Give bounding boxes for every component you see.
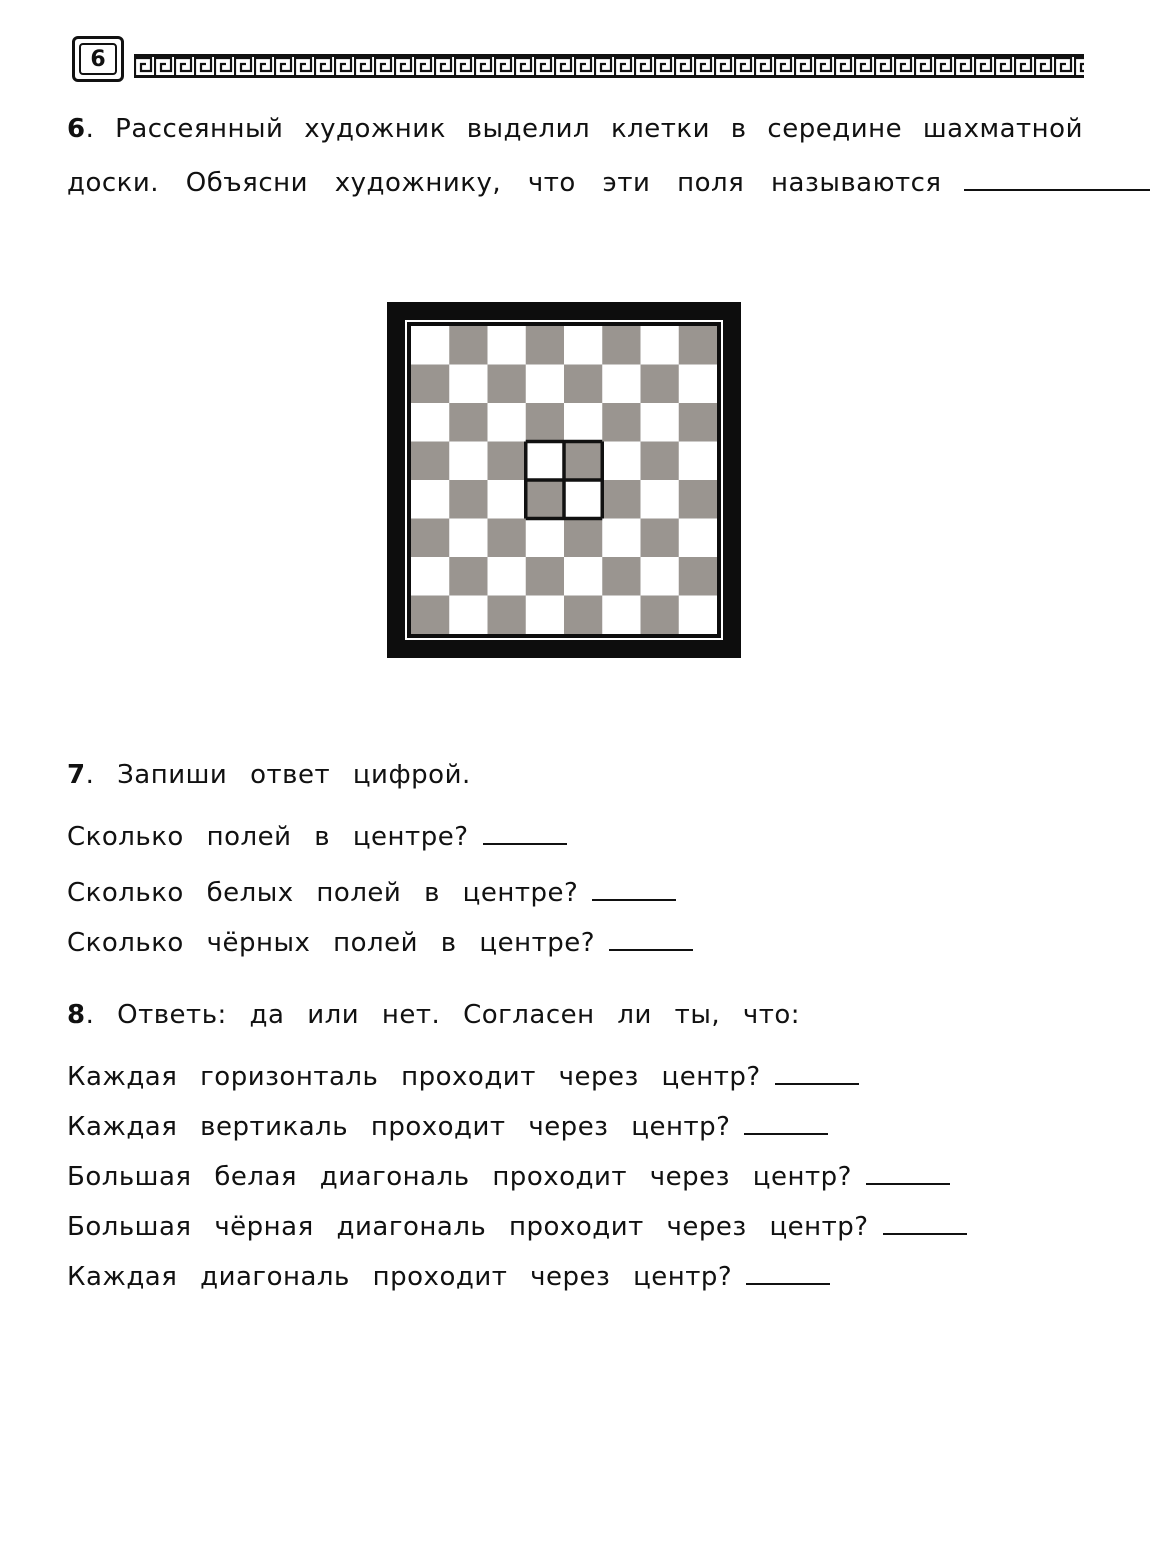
board-square <box>449 326 488 365</box>
board-square <box>449 442 488 481</box>
board-square <box>449 557 488 596</box>
board-square <box>564 557 603 596</box>
board-square <box>564 365 603 404</box>
board-square <box>411 596 450 635</box>
board-square <box>564 326 603 365</box>
task8-answer-blank-2[interactable] <box>744 1132 828 1135</box>
task8-answer-blank-1[interactable] <box>775 1082 859 1085</box>
task7-question-3 <box>67 930 693 956</box>
task8-question-4 <box>67 1214 967 1240</box>
task7-number: 7 <box>67 760 86 790</box>
board-square <box>641 596 680 635</box>
board-square <box>488 480 527 519</box>
board-square <box>679 365 717 404</box>
board-square <box>679 596 717 635</box>
chessboard <box>411 326 717 634</box>
board-square <box>679 557 717 596</box>
page-number: 6 <box>79 43 117 75</box>
board-square <box>602 596 641 635</box>
board-square <box>488 557 527 596</box>
board-square <box>641 557 680 596</box>
task8-question-1 <box>67 1064 859 1090</box>
board-square <box>602 365 641 404</box>
board-square <box>526 519 565 558</box>
board-square <box>564 596 603 635</box>
board-square <box>641 365 680 404</box>
board-square <box>488 596 527 635</box>
task6-line1 <box>67 116 1083 142</box>
task6-text1: . Рассеянный художник выделил клетки в середине шахматной <box>85 114 1083 144</box>
board-square <box>449 480 488 519</box>
board-square <box>449 365 488 404</box>
board-square <box>526 326 565 365</box>
board-square <box>449 596 488 635</box>
board-square <box>526 480 565 519</box>
board-square <box>488 442 527 481</box>
board-square <box>488 403 527 442</box>
board-square <box>526 596 565 635</box>
task8-answer-blank-5[interactable] <box>746 1282 830 1285</box>
board-square <box>679 326 717 365</box>
task7-question-1 <box>67 824 567 850</box>
board-square <box>526 557 565 596</box>
task7-answer-blank-3[interactable] <box>609 948 693 951</box>
board-square <box>602 480 641 519</box>
task8-question-text-2: Каждая вертикаль проходит через центр? <box>67 1112 731 1142</box>
board-square <box>564 403 603 442</box>
task7-question-text-2: Сколько белых полей в центре? <box>67 878 579 908</box>
board-square <box>564 480 603 519</box>
board-square <box>679 442 717 481</box>
task8-question-text-4: Большая чёрная диагональ проходит через центр? <box>67 1212 869 1242</box>
task8-answer-blank-4[interactable] <box>883 1232 967 1235</box>
task6-answer-blank[interactable] <box>964 188 1150 191</box>
task8-title-text: . Ответь: да или нет. Согласен ли ты, что: <box>85 1000 801 1030</box>
page-number-badge <box>72 36 124 82</box>
board-square <box>602 557 641 596</box>
board-square <box>526 365 565 404</box>
board-square <box>449 519 488 558</box>
board-square <box>602 442 641 481</box>
board-square <box>641 519 680 558</box>
task7-answer-blank-1[interactable] <box>483 842 567 845</box>
board-square <box>411 326 450 365</box>
board-square <box>602 403 641 442</box>
task7-question-text-1: Сколько полей в центре? <box>67 822 469 852</box>
task8-question-text-1: Каждая горизонталь проходит через центр? <box>67 1062 761 1092</box>
task8-question-2 <box>67 1114 828 1140</box>
task7-title <box>67 762 471 788</box>
task8-question-text-3: Большая белая диагональ проходит через центр? <box>67 1162 852 1192</box>
board-square <box>641 442 680 481</box>
board-square <box>411 442 450 481</box>
board-square <box>641 326 680 365</box>
task8-question-3 <box>67 1164 950 1190</box>
chessboard-frame <box>387 302 741 658</box>
board-square <box>411 403 450 442</box>
task6-line2 <box>67 170 1150 196</box>
task7-answer-blank-2[interactable] <box>592 898 676 901</box>
board-square <box>526 403 565 442</box>
board-square <box>411 557 450 596</box>
task8-answer-blank-3[interactable] <box>866 1182 950 1185</box>
board-square <box>488 365 527 404</box>
board-square <box>411 480 450 519</box>
meander-border <box>134 54 1084 78</box>
board-square <box>679 403 717 442</box>
task7-title-text: . Запиши ответ цифрой. <box>85 760 471 790</box>
board-square <box>526 442 565 481</box>
task6-number: 6 <box>67 114 86 144</box>
board-square <box>488 519 527 558</box>
board-square <box>411 365 450 404</box>
board-square <box>602 519 641 558</box>
board-square <box>641 403 680 442</box>
task8-number: 8 <box>67 1000 86 1030</box>
board-square <box>564 442 603 481</box>
board-square <box>679 519 717 558</box>
board-square <box>602 326 641 365</box>
board-square <box>679 480 717 519</box>
task8-title <box>67 1002 800 1028</box>
board-square <box>564 519 603 558</box>
task7-question-2 <box>67 880 676 906</box>
task7-question-text-3: Сколько чёрных полей в центре? <box>67 928 596 958</box>
board-square <box>488 326 527 365</box>
task6-text2: доски. Объясни художнику, что эти поля называются <box>67 168 942 198</box>
task8-question-text-5: Каждая диагональ проходит через центр? <box>67 1262 733 1292</box>
board-square <box>411 519 450 558</box>
board-square <box>641 480 680 519</box>
board-square <box>449 403 488 442</box>
task8-question-5 <box>67 1264 830 1290</box>
